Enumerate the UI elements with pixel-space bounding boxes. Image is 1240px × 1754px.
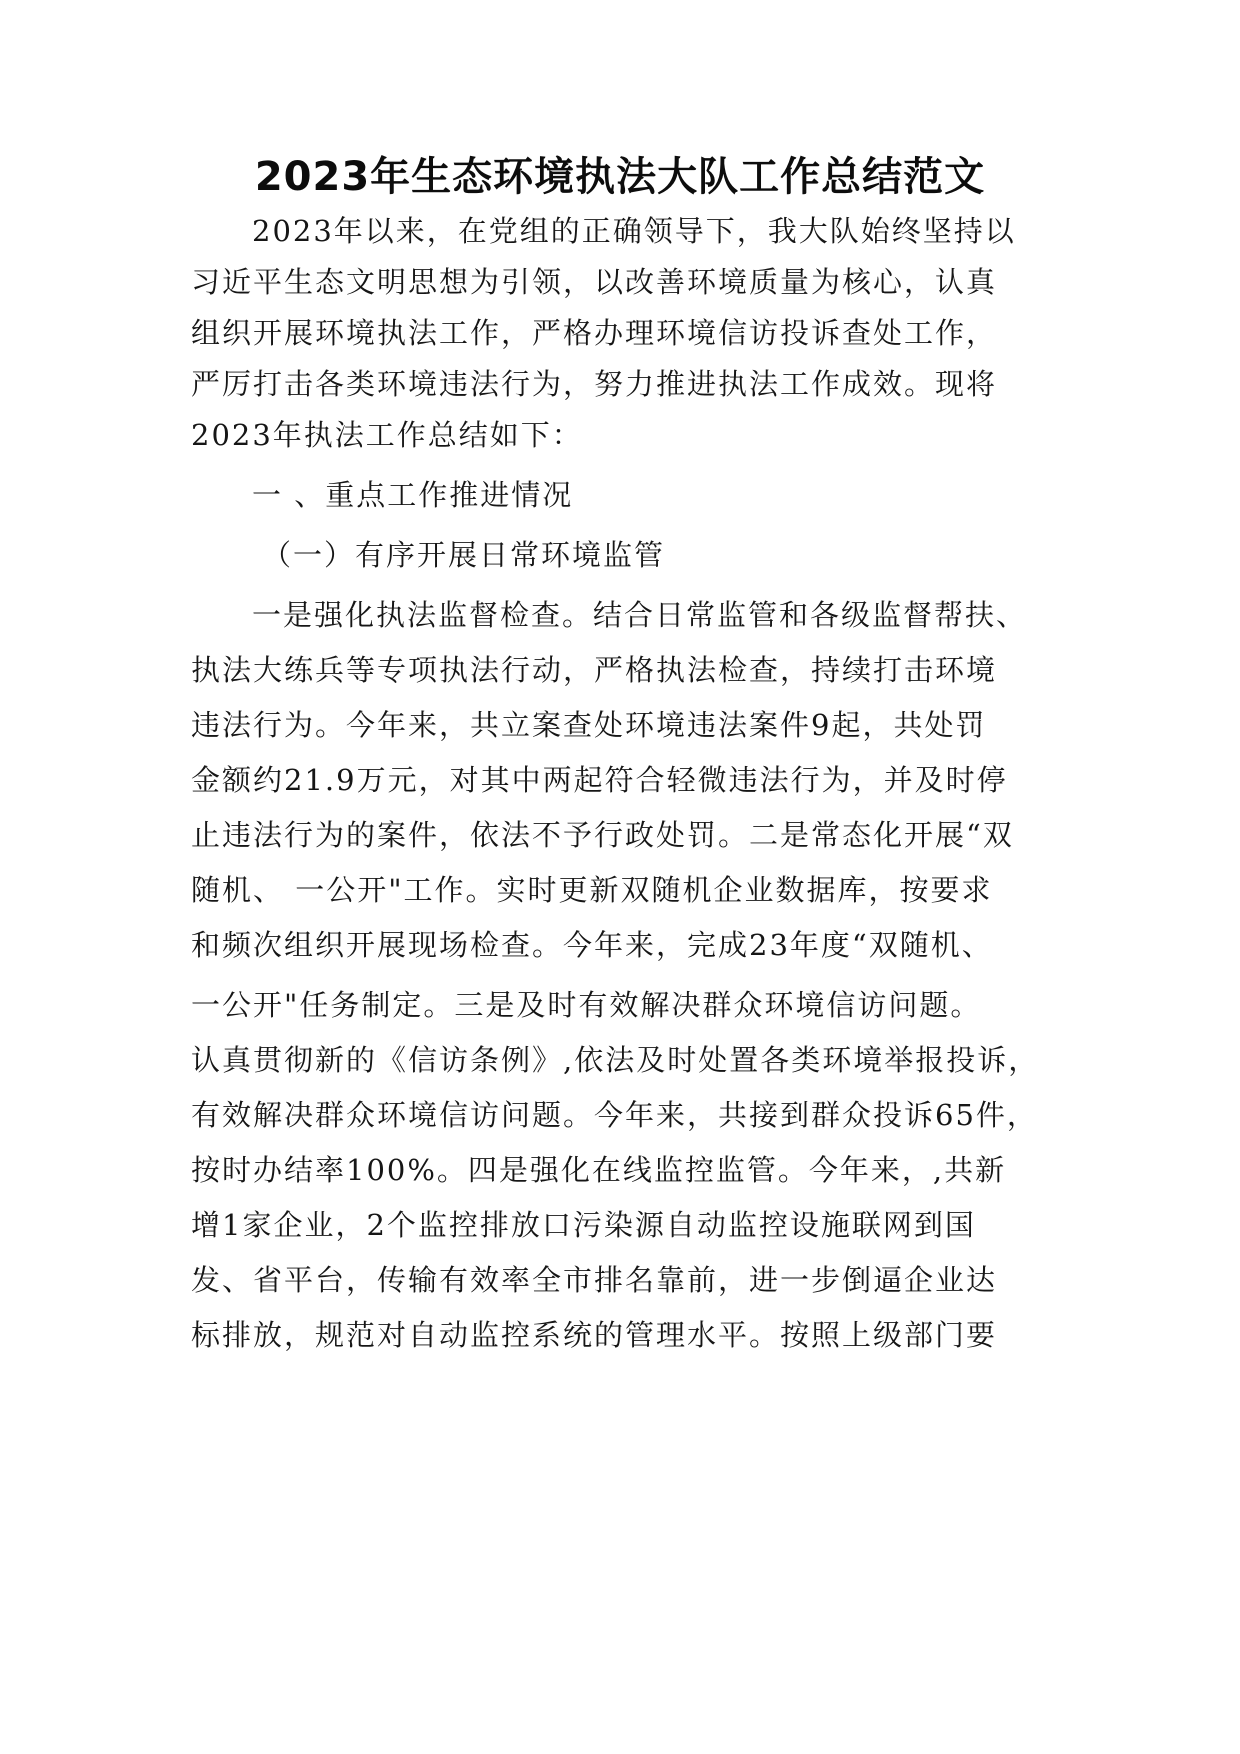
paragraph-line: 有效解决群众环境信访问题。今年来，共接到群众投诉65件， — [191, 1098, 1038, 1132]
paragraph-line: 和频次组织开展现场检查。今年来，完成23年度“双随机、 — [191, 928, 993, 962]
paragraph-line: 增1家企业，2个监控排放口污染源自动监控设施联网到国 — [191, 1208, 976, 1242]
paragraph-line: 认真贯彻新的《信访条例》,依法及时处置各类环境举报投诉， — [191, 1043, 1040, 1077]
subsection-heading: （一）有序开展日常环境监管 — [262, 538, 666, 572]
paragraph-line: 执法大练兵等专项执法行动，严格执法检查，持续打击环境 — [191, 653, 998, 687]
paragraph-line: 组织开展环境执法工作，严格办理环境信访投诉查处工作， — [191, 316, 998, 350]
paragraph-line: 一公开"任务制定。三是及时有效解决群众环境信访问题。 — [191, 988, 982, 1022]
paragraph-line: 止违法行为的案件，依法不予行政处罚。二是常态化开展“双 — [191, 818, 1014, 852]
paragraph-line: 严厉打击各类环境违法行为，努力推进执法工作成效。现将 — [191, 367, 998, 401]
section-heading: 一 、重点工作推进情况 — [252, 478, 574, 512]
paragraph-line: 一是强化执法监督检查。结合日常监管和各级监督帮扶、 — [252, 598, 1028, 632]
document-title: 2023年生态环境执法大队工作总结范文 — [254, 154, 986, 200]
paragraph-line: 发、省平台，传输有效率全市排名靠前，进一步倒逼企业达 — [191, 1263, 998, 1297]
paragraph-line: 标排放，规范对自动监控系统的管理水平。按照上级部门要 — [191, 1318, 998, 1352]
paragraph-line: 金额约21.9万元，对其中两起符合轻微违法行为，并及时停 — [191, 763, 1008, 797]
paragraph-line: 2023年执法工作总结如下： — [191, 418, 583, 452]
paragraph-line: 2023年以来，在党组的正确领导下，我大队始终坚持以 — [252, 214, 1016, 248]
paragraph-line: 习近平生态文明思想为引领，以改善环境质量为核心，认真 — [191, 265, 998, 299]
paragraph-line: 违法行为。今年来，共立案查处环境违法案件9起，共处罚 — [191, 708, 987, 742]
paragraph-line: 随机、 一公开"工作。实时更新双随机企业数据库，按要求 — [191, 873, 993, 907]
paragraph-line: 按时办结率100%。四是强化在线监控监管。今年来，,共新 — [191, 1153, 1007, 1187]
